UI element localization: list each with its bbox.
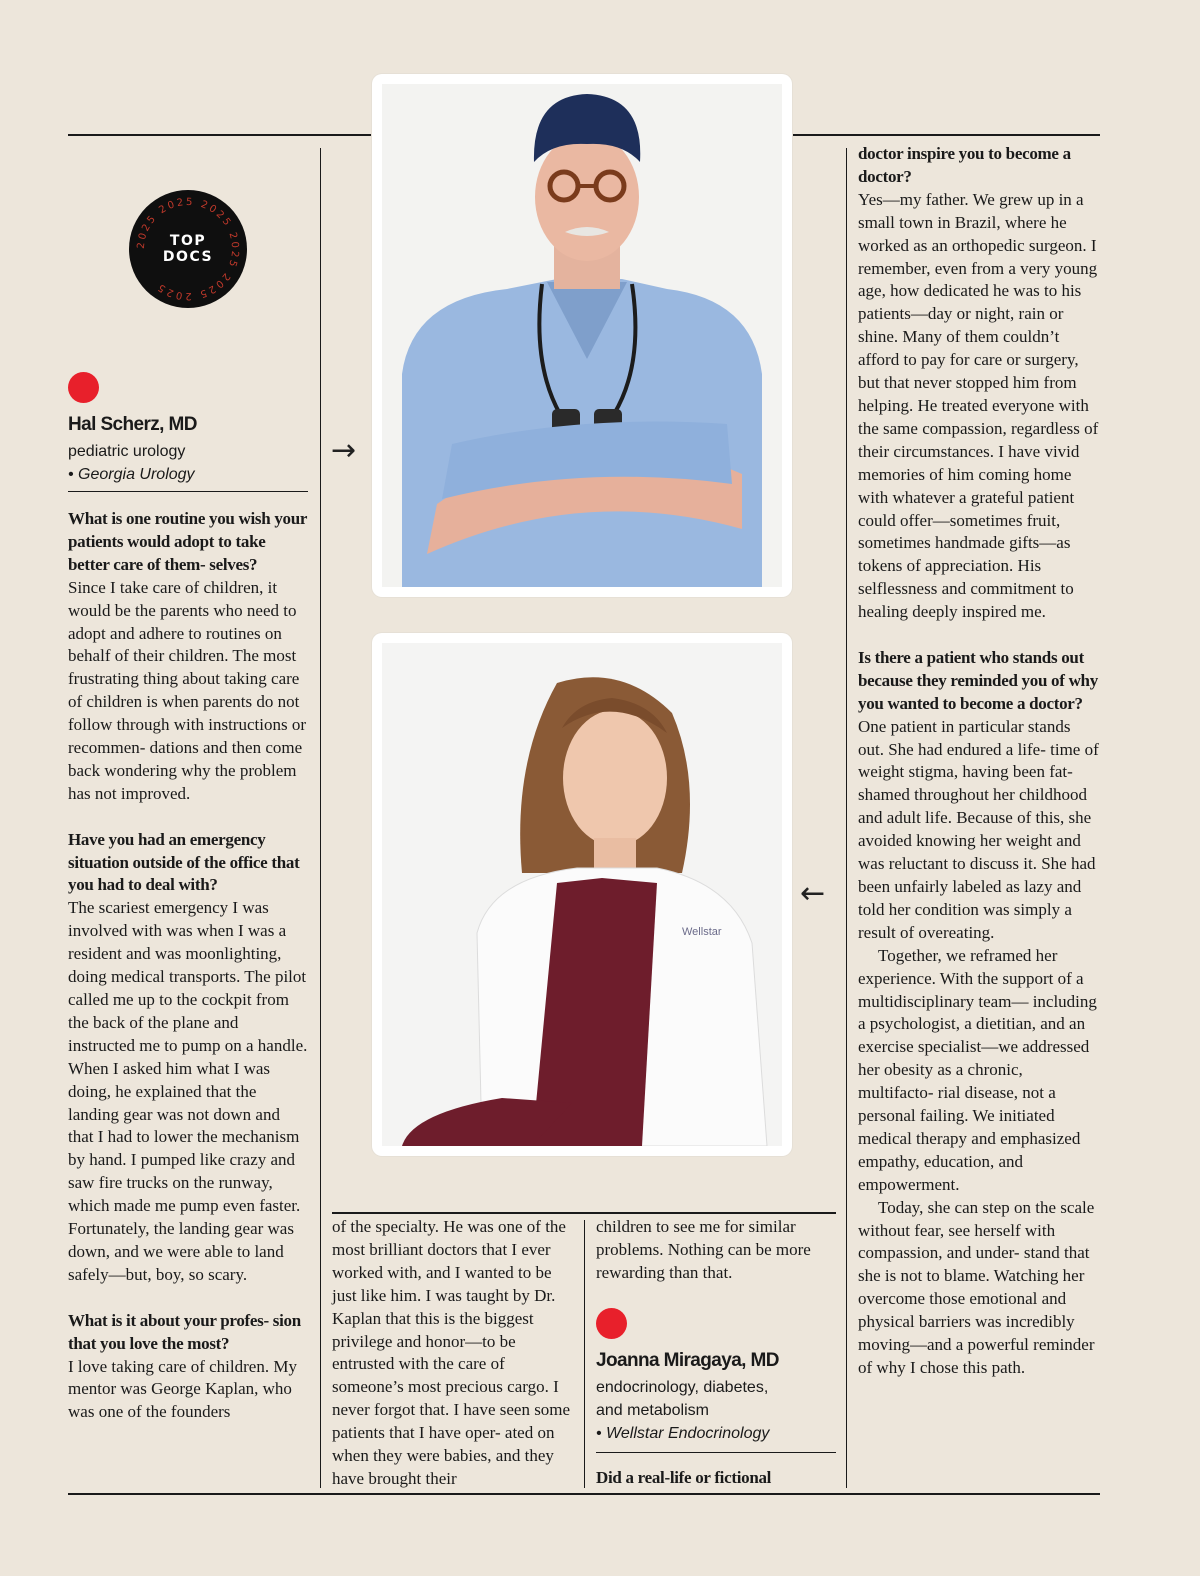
question-emergency: Have you had an emergency situation outside of the office that you had to deal with? bbox=[68, 829, 300, 895]
doctor1-practice bbox=[68, 463, 195, 486]
badge-ring-text: 2025 2025 2025 2025 2025 2025 bbox=[135, 196, 241, 302]
coat-logo-text: Wellstar bbox=[682, 926, 722, 938]
doctor2-specialty-line1: endocrinology, diabetes, bbox=[596, 1379, 769, 1396]
doctor1-practice-text: • Georgia Urology bbox=[68, 466, 195, 483]
doctor1-specialty: pediatric urology bbox=[68, 443, 186, 460]
top-rule-right bbox=[793, 134, 1100, 136]
answer-patient-2: Together, we reframed her experience. With the support of a multidisciplinary team— including a psychologist, a dietitian, and an exercise specialist—we addressed her obesity as a chronic, multifacto- rial disease, not a personal failing. We initiated medical therapy and emphasized empathy, education, and empowerment. bbox=[858, 945, 1097, 1194]
divider-col2-col3 bbox=[584, 1220, 585, 1488]
doctor2-practice-text: • Wellstar Endocrinology bbox=[596, 1425, 770, 1442]
divider-col4 bbox=[846, 148, 847, 1488]
question-inspiration-cont: doctor inspire you to become a doctor? bbox=[858, 144, 1071, 186]
doctor2-name: Joanna Miragaya, MD bbox=[596, 1350, 779, 1371]
doctor2-rule bbox=[596, 1452, 836, 1453]
question-profession: What is it about your profes- sion that you love the most? bbox=[68, 1310, 301, 1353]
answer-profession-end: children to see me for similar problems. Nothing can be more rewarding than that. bbox=[596, 1217, 811, 1282]
doctor1-name: Hal Scherz, MD bbox=[68, 414, 197, 435]
photo-hal-scherz bbox=[372, 74, 792, 597]
divider-col1 bbox=[320, 148, 321, 1488]
top-rule-left bbox=[68, 134, 372, 136]
answer-patient-1: One patient in particular stands out. She had endured a life- time of weight stigma, having been fat-shamed throughout her childhood and adult life. Because of this, she avoided knowing her weight and was reluctant to discuss it. She had been unfairly labeled as lazy and told her condition was simply a result of overeating. bbox=[858, 716, 1099, 942]
photo-bottom-rule bbox=[332, 1212, 836, 1214]
column-2 bbox=[332, 1216, 572, 1491]
hal-scherz-portrait bbox=[382, 84, 782, 587]
answer-profession-cont: of the specialty. He was one of the most brilliant doctors that I ever worked with, and I wanted to be just like him. I was taught by Dr. Kaplan that this is the biggest privilege and honor—to be entrusted with the care of someone’s most precious cargo. I never forgot that. I have seen some patients that I have oper- ated on when they were babies, and they have brought their bbox=[332, 1217, 571, 1488]
answer-emergency: The scariest emergency I was involved with was when I was a resident and was moonlighting, doing medical transports. The pilot called me up to the cockpit from the back of the plane and instructed me to pump on a handle. When I asked him what I was doing, he explained that the landing gear was not down and that I had to lower the mechanism by hand. I pumped like crazy and saw fire trucks on the runway, which made me pump even faster. Fortunately, the landing gear was down, and we were able to land safely—but, boy, so scary. bbox=[68, 898, 308, 1284]
answer-profession-start: I love taking care of children. My mentor was George Kaplan, who was one of the founders bbox=[68, 1356, 297, 1422]
doctor1-rule bbox=[68, 491, 308, 492]
doctor1-red-dot bbox=[68, 372, 99, 403]
arrow-right-icon: → bbox=[331, 433, 357, 468]
question-inspiration-start: Did a real-life or fictional bbox=[596, 1468, 772, 1487]
arrow-left-icon: ← bbox=[800, 876, 826, 911]
doctor2-specialty-line2: and metabolism bbox=[596, 1402, 709, 1419]
doctor2-question-start bbox=[596, 1467, 836, 1490]
joanna-miragaya-portrait bbox=[382, 643, 782, 1146]
bottom-rule bbox=[68, 1493, 1100, 1495]
column-1 bbox=[68, 508, 308, 1424]
doctor2-red-dot bbox=[596, 1308, 627, 1339]
question-patient: Is there a patient who stands out because they reminded you of why you wanted to become a doctor? bbox=[858, 647, 1098, 713]
answer-inspiration: Yes—my father. We grew up in a small town in Brazil, where he worked as an orthopedic surgeon. I remember, even from a very young age, how dedicated he was to his patients—day or night, rain or shine. Many of them couldn’t afford to pay for care or surgery, but that never stopped him from helping. He treated everyone with the same compassion, regardless of their circumstances. I have vivid memories of him coming home with whatever a grateful patient could offer—sometimes fruit, sometimes handmade gifts—as tokens of appreciation. His selflessness and commitment to healing deeply inspired me. bbox=[858, 189, 1099, 622]
answer-routine: Since I take care of children, it would be the parents who need to adopt and adhere to routines on behalf of their children. The most frustrating thing about taking care of children is when parents do not follow through with instructions or recommen- dations and then come back wondering why the problem has not improved. bbox=[68, 577, 306, 803]
photo-joanna-miragaya bbox=[372, 633, 792, 1156]
badge-line1: TOP bbox=[169, 233, 207, 249]
answer-patient-3: Today, she can step on the scale without fear, see herself with compassion, and under- stand that she is not to blame. Watching her overcome those emotional and physical barriers was incredibly moving—and a powerful reminder of why I chose this path. bbox=[858, 1197, 1095, 1378]
badge-line2: DOCS bbox=[162, 249, 214, 265]
column-4 bbox=[858, 143, 1100, 1380]
top-docs-badge bbox=[129, 190, 247, 308]
question-routine: What is one routine you wish your patients would adopt to take better care of them- selves? bbox=[68, 509, 307, 574]
doctor2-practice bbox=[596, 1422, 769, 1445]
column-3 bbox=[596, 1216, 836, 1285]
